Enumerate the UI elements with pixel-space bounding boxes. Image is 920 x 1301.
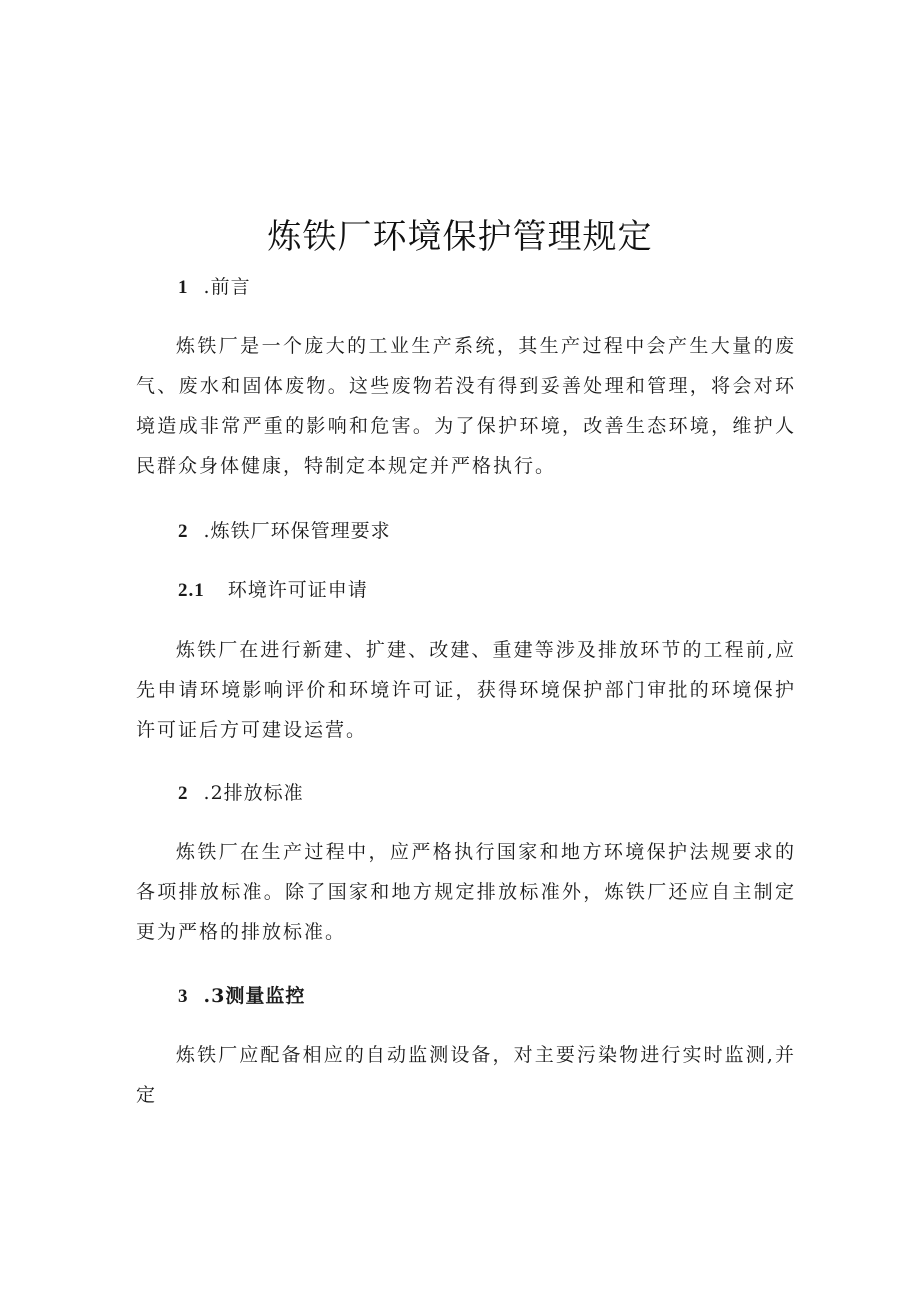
section-heading-1 <box>178 272 251 303</box>
document-title: 炼铁厂环境保护管理规定 <box>267 217 653 257</box>
section-title: 环境许可证申请 <box>227 579 368 601</box>
section-number: 2 <box>178 783 189 804</box>
section-heading-2 <box>178 516 391 547</box>
section-heading-2-2 <box>178 778 304 809</box>
section-paragraph-2-1: 炼铁厂在进行新建、扩建、改建、重建等涉及排放环节的工程前,应先申请环境影响评价和环境许可证，获得环境保护部门审批的环境保护许可证后方可建设运营。 <box>136 639 796 741</box>
section-paragraph-2-2: 炼铁厂在生产过程中，应严格执行国家和地方环境保护法规要求的各项排放标准。除了国家和地方规定排放标准外，炼铁厂还应自主制定更为严格的排放标准。 <box>136 841 796 943</box>
section-number: 3 <box>178 986 189 1007</box>
section-paragraph-3-3: 炼铁厂应配备相应的自动监测设备，对主要污染物进行实时监测,并定 <box>136 1044 796 1106</box>
section-number: 2.1 <box>178 580 205 601</box>
section-paragraph-1: 炼铁厂是一个庞大的工业生产系统，其生产过程中会产生大量的废气、废水和固体废物。这些废物若没有得到妥善处理和管理，将会对环境造成非常严重的影响和危害。为了保护环境，改善生态环境，维护人民群众身体健康，特制定本规定并严格执行。 <box>136 335 796 477</box>
section-title: .前言 <box>203 276 251 298</box>
section-title: .3测量监控 <box>203 985 306 1007</box>
section-number: 1 <box>178 277 189 298</box>
section-number: 2 <box>178 521 189 542</box>
section-title: .炼铁厂环保管理要求 <box>203 520 391 542</box>
section-heading-2-1 <box>178 575 368 606</box>
section-heading-3-3 <box>178 981 305 1012</box>
section-title: .2排放标准 <box>203 782 304 804</box>
